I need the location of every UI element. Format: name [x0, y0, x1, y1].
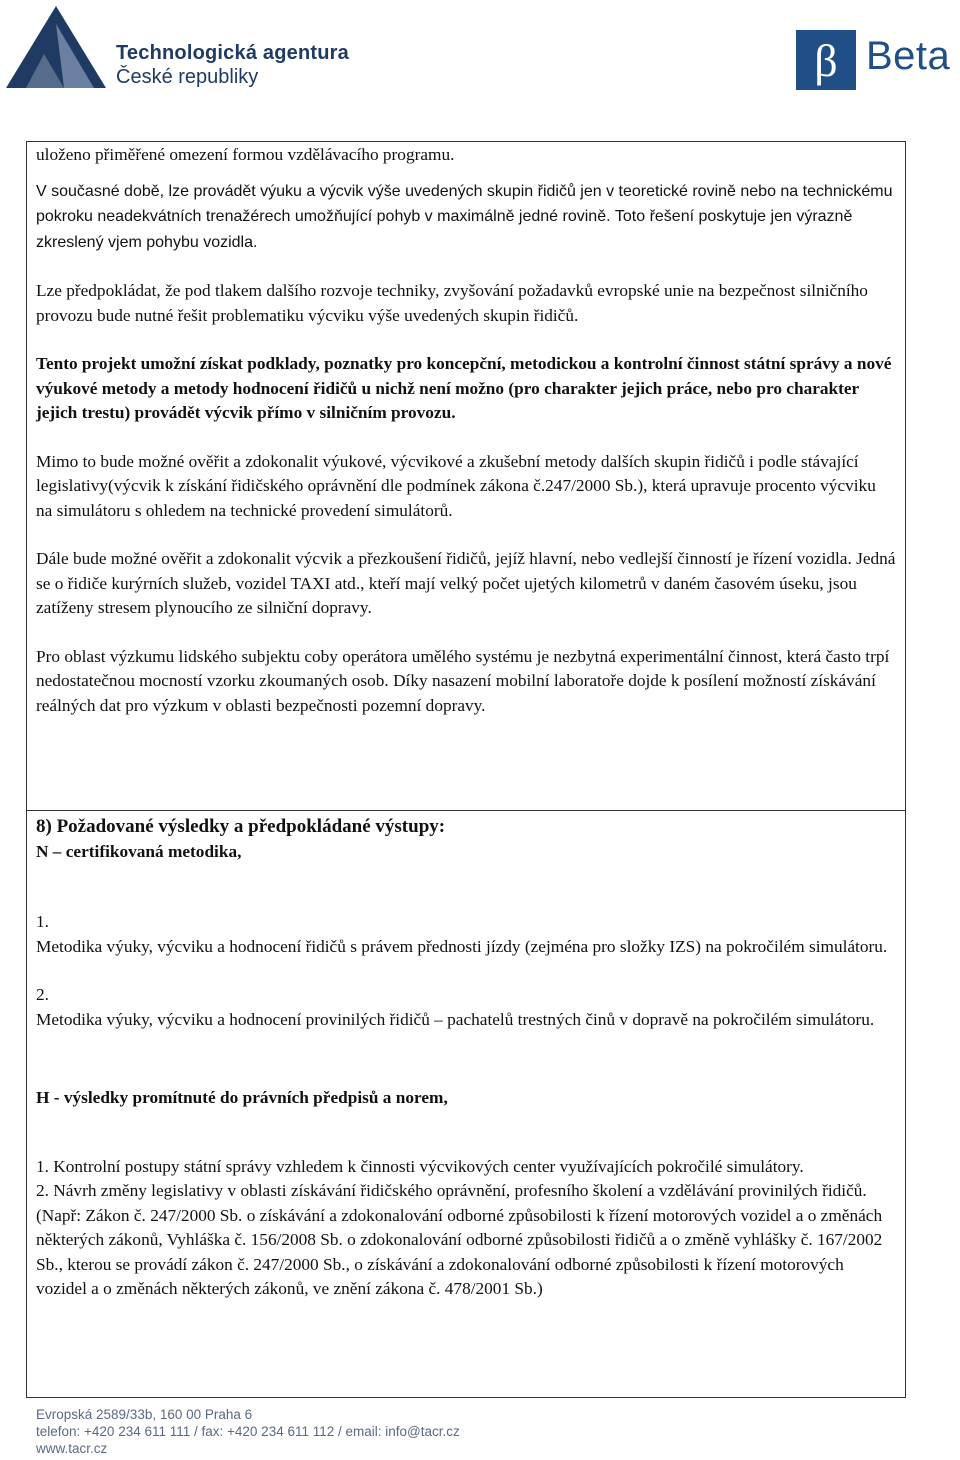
- beta-logo: [796, 30, 956, 90]
- paragraph-2: [36, 179, 896, 256]
- paragraph-6: Dále bude možné ověřit a zdokonalit výcvik a přezkoušení řidičů, jejíž hlavní, nebo vedlejší činností je řízení vozidla. Jedná se o řidiče kurýrních služeb, vozidel TAXI atd., kteří mají velký počet ujetých kilometrů v daném časovém úseku, jsou zatíženy stresem plynoucího ze silniční dopravy.: [36, 549, 896, 617]
- item-2-text: Metodika výuky, výcviku a hodnocení provinilých řidičů – pachatelů trestných činů v dopravě na pokročilém simulátoru.: [36, 1009, 875, 1029]
- svg-text:β: β: [814, 35, 838, 86]
- beta-label: Beta: [866, 34, 951, 78]
- beta-icon: [796, 30, 856, 90]
- h-item-1: 1. Kontrolní postupy státní správy vzhledem k činnosti výcvikových center využívajících pokročilé simulátory.: [36, 1156, 804, 1176]
- tacr-triangle-icon: [4, 4, 108, 90]
- section-8-heading: 8) Požadované výsledky a předpokládané výstupy:: [36, 816, 446, 837]
- item-1-text: Metodika výuky, výcviku a hodnocení řidičů s právem přednosti jízdy (zejména pro složky IZS) na pokročilém simulátoru.: [36, 936, 888, 956]
- paragraph-2-part-b: Toto řešení poskytuje jen výrazně zkreslený vjem pohybu vozidla.: [36, 208, 853, 251]
- footer-address: Evropská 2589/33b, 160 00 Praha 6: [36, 1407, 253, 1422]
- paragraph-4: Tento projekt umožní získat podklady, poznatky pro koncepční, metodickou a kontrolní činnost státní správy a nové výukové metody a metody hodnocení řidičů u nichž není možno (pro charakter jejich práce, nebo pro charakter jejich trestu) provádět výcvik přímo v silničním provozu.: [36, 354, 892, 422]
- paragraph-7: Pro oblast výzkumu lidského subjektu coby operátora umělého systému je nezbytná experimentální činnost, která často trpí nedostatečnou mocností vzorku zkoumaných osob. Díky nasazení mobilní laboratoře dojde k posílení možností získávání reálných dat pro výzkum v oblasti bezpečnosti pozemní dopravy.: [36, 646, 890, 715]
- paragraph-1: uloženo přiměřené omezení formou vzdělávacího programu.: [36, 145, 455, 164]
- tacr-logo: [4, 4, 349, 90]
- result-type-n: N – certifikovaná metodika,: [36, 841, 242, 861]
- footer-web: www.tacr.cz: [36, 1441, 108, 1456]
- item-2-number: 2.: [36, 985, 49, 1004]
- item-1-number: 1.: [36, 912, 49, 931]
- tacr-name-line2: České republiky: [116, 66, 259, 88]
- paragraph-3: Lze předpokládat, že pod tlakem dalšího rozvoje techniky, zvyšování požadavků evropské unie na bezpečnost silničního provozu bude nutné řešit problematiku výcviku výše uvedených skupin řidičů.: [36, 281, 868, 325]
- section-2-text: [36, 815, 896, 1302]
- paragraph-5: Mimo to bude možné ověřit a zdokonalit výukové, výcvikové a zkušební metody dalších skupin řidičů i podle stávající legislativy(výcvik k získání řidičského oprávnění dle podmínek zákona č.247/2000 Sb.), která upravuje procento výcviku na simulátoru s ohledem na technické provedení simulátorů.: [36, 451, 876, 520]
- footer: [36, 1406, 460, 1457]
- section-1-text: [36, 143, 896, 718]
- tacr-name-line1: Technologická agentura: [116, 42, 349, 64]
- paragraph-2-part-a: V současné době, lze provádět výuku a výcvik výše uvedených skupin řidičů jen v teoretické rovině nebo na technickému pokroku neadekvátních trenažérech umožňující pohyb v maximálně jedné rovině.: [36, 182, 893, 225]
- footer-contact: telefon: +420 234 611 111 / fax: +420 234 611 112 / email: info@tacr.cz: [36, 1424, 460, 1439]
- h-item-2: 2. Návrh změny legislativy v oblasti získávání řidičského oprávnění, profesního školení a vzdělávání provinilých řidičů. (Např: Zákon č. 247/2000 Sb. o získávání a zdokonalování odborné způsobilosti k řízení motorových vozidel a o změnách některých zákonů, Vyhláška č. 156/2008 Sb. o zdokonalování odborné způsobilosti řidičů a o změně vyhlášky č. 167/2002 Sb., kterou se provádí zákon č. 247/2000 Sb., o získávání a zdokonalování odborné způsobilosti k řízení motorových vozidel a o změnách některých zákonů, ve znění zákona č. 478/2001 Sb.): [36, 1181, 883, 1298]
- result-type-h: H - výsledky promítnuté do právních předpisů a norem,: [36, 1088, 448, 1107]
